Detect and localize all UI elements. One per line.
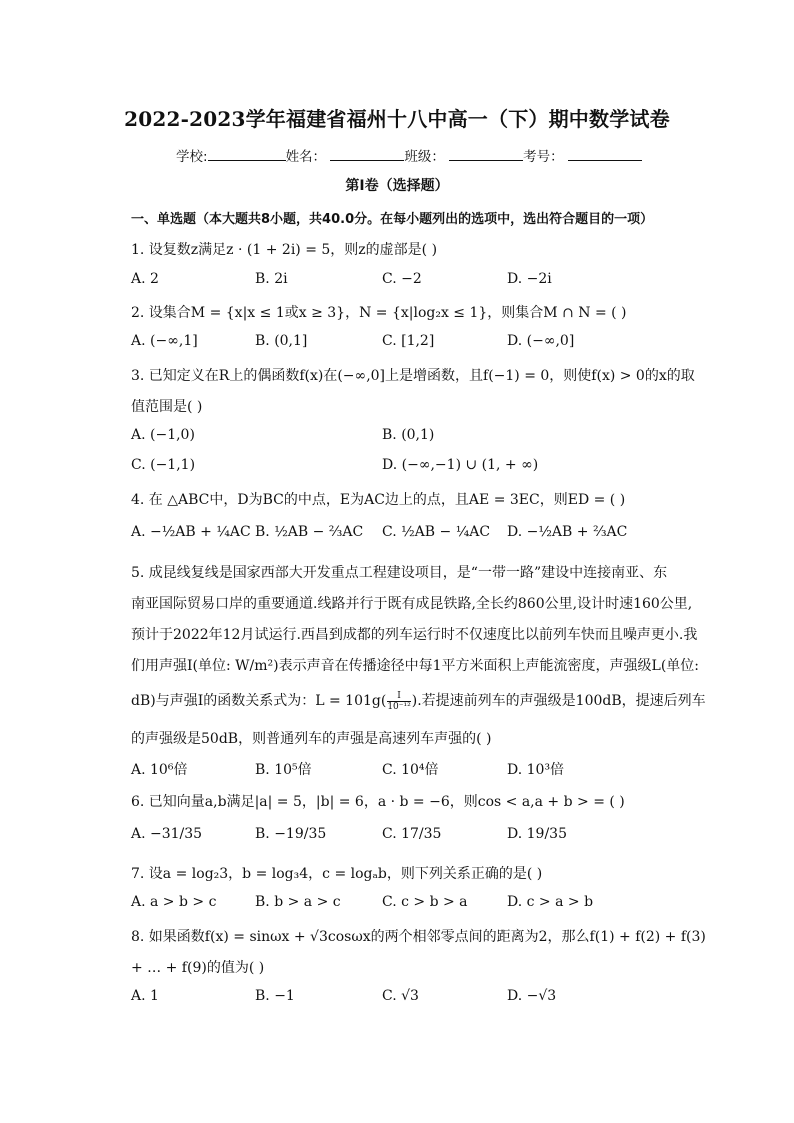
class-blank bbox=[449, 148, 523, 161]
q1-option-b: B. 2i bbox=[255, 271, 288, 287]
q1-option-d: D. −2i bbox=[507, 271, 552, 287]
q7-option-b: B. b > a > c bbox=[255, 894, 341, 910]
q4-option-d: D. −½AB + ⅔AC bbox=[507, 524, 628, 540]
q3-option-d: D. (−∞,−1) ∪ (1, + ∞) bbox=[382, 457, 539, 473]
question-5-stem-line-2: 南亚国际贸易口岸的重要通道.线路并行于既有成昆铁路,全长约860公里,设计时速160公里, bbox=[131, 596, 693, 612]
question-6-stem: 6. 已知向量a,b满足|a| = 5，|b| = 6，a · b = −6，则cos < a,a + b > = ( ) bbox=[131, 794, 625, 810]
q6-option-a: A. −31/35 bbox=[131, 826, 203, 842]
q3-option-b: B. (0,1) bbox=[382, 427, 435, 443]
question-2-stem: 2. 设集合M = {x|x ≤ 1或x ≥ 3}，N = {x|log₂x ≤ 1}，则集合M ∩ N = ( ) bbox=[131, 305, 627, 321]
q2-option-b: B. (0,1] bbox=[255, 333, 308, 349]
question-8-stem-line-1: 8. 如果函数f(x) = sinωx + √3cosωx的两个相邻零点间的距离为2，那么f(1) + f(2) + f(3) bbox=[131, 929, 706, 945]
question-5-stem-line-4: 们用声强I(单位: W/m²)表示声音在传播途径中每1平方米面积上声能流密度，声强级L(单位: bbox=[131, 658, 699, 674]
exam-title: 2022-2023学年福建省福州十八中高一（下）期中数学试卷 bbox=[124, 107, 670, 131]
q1-option-c: C. −2 bbox=[382, 271, 422, 287]
q5-fraction-numerator: I bbox=[387, 691, 410, 702]
q6-option-c: C. 17/35 bbox=[382, 826, 442, 842]
question-1-options bbox=[131, 271, 651, 291]
question-4-options bbox=[131, 524, 651, 544]
q8-option-a: A. 1 bbox=[131, 988, 159, 1004]
question-5-stem-line-5 bbox=[131, 690, 706, 712]
school-label: 学校: bbox=[176, 149, 208, 165]
q5-formula-suffix: ).若提速前列车的声强级是100dB，提速后列车 bbox=[411, 693, 706, 709]
class-label: 班级： bbox=[404, 149, 445, 165]
question-3-stem-line-1: 3. 已知定义在R上的偶函数f(x)在(−∞,0]上是增函数，且f(−1) = 0，则使f(x) > 0的x的取 bbox=[131, 368, 695, 384]
q5-formula-prefix: dB)与声强I的函数关系式为：L = 101g( bbox=[131, 693, 387, 709]
question-3-stem-line-2: 值范围是( ) bbox=[131, 399, 203, 415]
q8-option-c: C. √3 bbox=[382, 988, 419, 1004]
q7-option-a: A. a > b > c bbox=[131, 894, 217, 910]
part-heading: 一、单选题（本大题共8小题，共40.0分。在每小题列出的选项中，选出符合题目的一项） bbox=[131, 212, 654, 227]
q4-option-c: C. ½AB − ¼AC bbox=[382, 524, 491, 540]
exam-no-blank bbox=[568, 148, 642, 161]
q8-option-b: B. −1 bbox=[255, 988, 295, 1004]
q2-option-a: A. (−∞,1] bbox=[131, 333, 198, 349]
q5-option-d: D. 10³倍 bbox=[507, 762, 565, 778]
question-7-options bbox=[131, 894, 651, 914]
student-info-row bbox=[176, 145, 642, 165]
q7-option-c: C. c > b > a bbox=[382, 894, 468, 910]
q6-option-b: B. −19/35 bbox=[255, 826, 327, 842]
question-3-options-row-1 bbox=[131, 427, 651, 447]
q5-formula-fraction bbox=[387, 691, 410, 712]
question-8-stem-line-2: + … + f(9)的值为( ) bbox=[131, 960, 265, 976]
q5-option-c: C. 10⁴倍 bbox=[382, 762, 439, 778]
school-blank bbox=[208, 148, 286, 161]
question-4-stem: 4. 在 △ABC中，D为BC的中点，E为AC边上的点，且AE = 3EC，则ED = ( ) bbox=[131, 492, 626, 508]
q5-fraction-denominator: 10⁻¹² bbox=[387, 701, 411, 712]
question-5-stem-line-3: 预计于2022年12月试运行.西昌到成都的列车运行时不仅速度比以前列车快而且噪声更小.我 bbox=[131, 627, 698, 643]
question-5-stem-line-6: 的声强级是50dB，则普通列车的声强是高速列车声强的( ) bbox=[131, 731, 492, 747]
question-1-stem: 1. 设复数z满足z · (1 + 2i) = 5，则z的虚部是( ) bbox=[131, 242, 438, 258]
q5-option-b: B. 10⁵倍 bbox=[255, 762, 312, 778]
q2-option-c: C. [1,2] bbox=[382, 333, 435, 349]
q6-option-d: D. 19/35 bbox=[507, 826, 567, 842]
question-5-stem-line-1: 5. 成昆线复线是国家西部大开发重点工程建设项目，是“一带一路”建设中连接南亚、东 bbox=[131, 565, 668, 581]
q4-option-b: B. ½AB − ⅔AC bbox=[255, 524, 364, 540]
question-3-options-row-2 bbox=[131, 457, 651, 477]
exam-no-label: 考号： bbox=[523, 149, 564, 165]
q4-option-a: A. −½AB + ¼AC bbox=[131, 524, 251, 540]
q5-option-a: A. 10⁶倍 bbox=[131, 762, 188, 778]
question-8-options bbox=[131, 988, 651, 1008]
q7-option-d: D. c > a > b bbox=[507, 894, 594, 910]
q1-option-a: A. 2 bbox=[131, 271, 159, 287]
q8-option-d: D. −√3 bbox=[507, 988, 557, 1004]
question-2-options bbox=[131, 333, 651, 353]
section-title: 第I卷（选择题） bbox=[345, 178, 449, 194]
question-6-options bbox=[131, 826, 651, 846]
question-7-stem: 7. 设a = log₂3，b = log₃4，c = logₐb，则下列关系正确的是( ) bbox=[131, 866, 543, 882]
q3-option-a: A. (−1,0) bbox=[131, 427, 195, 443]
q3-option-c: C. (−1,1) bbox=[131, 457, 196, 473]
q2-option-d: D. (−∞,0] bbox=[507, 333, 575, 349]
name-label: 姓名： bbox=[285, 149, 327, 165]
name-blank bbox=[330, 148, 404, 161]
question-5-options bbox=[131, 759, 651, 779]
